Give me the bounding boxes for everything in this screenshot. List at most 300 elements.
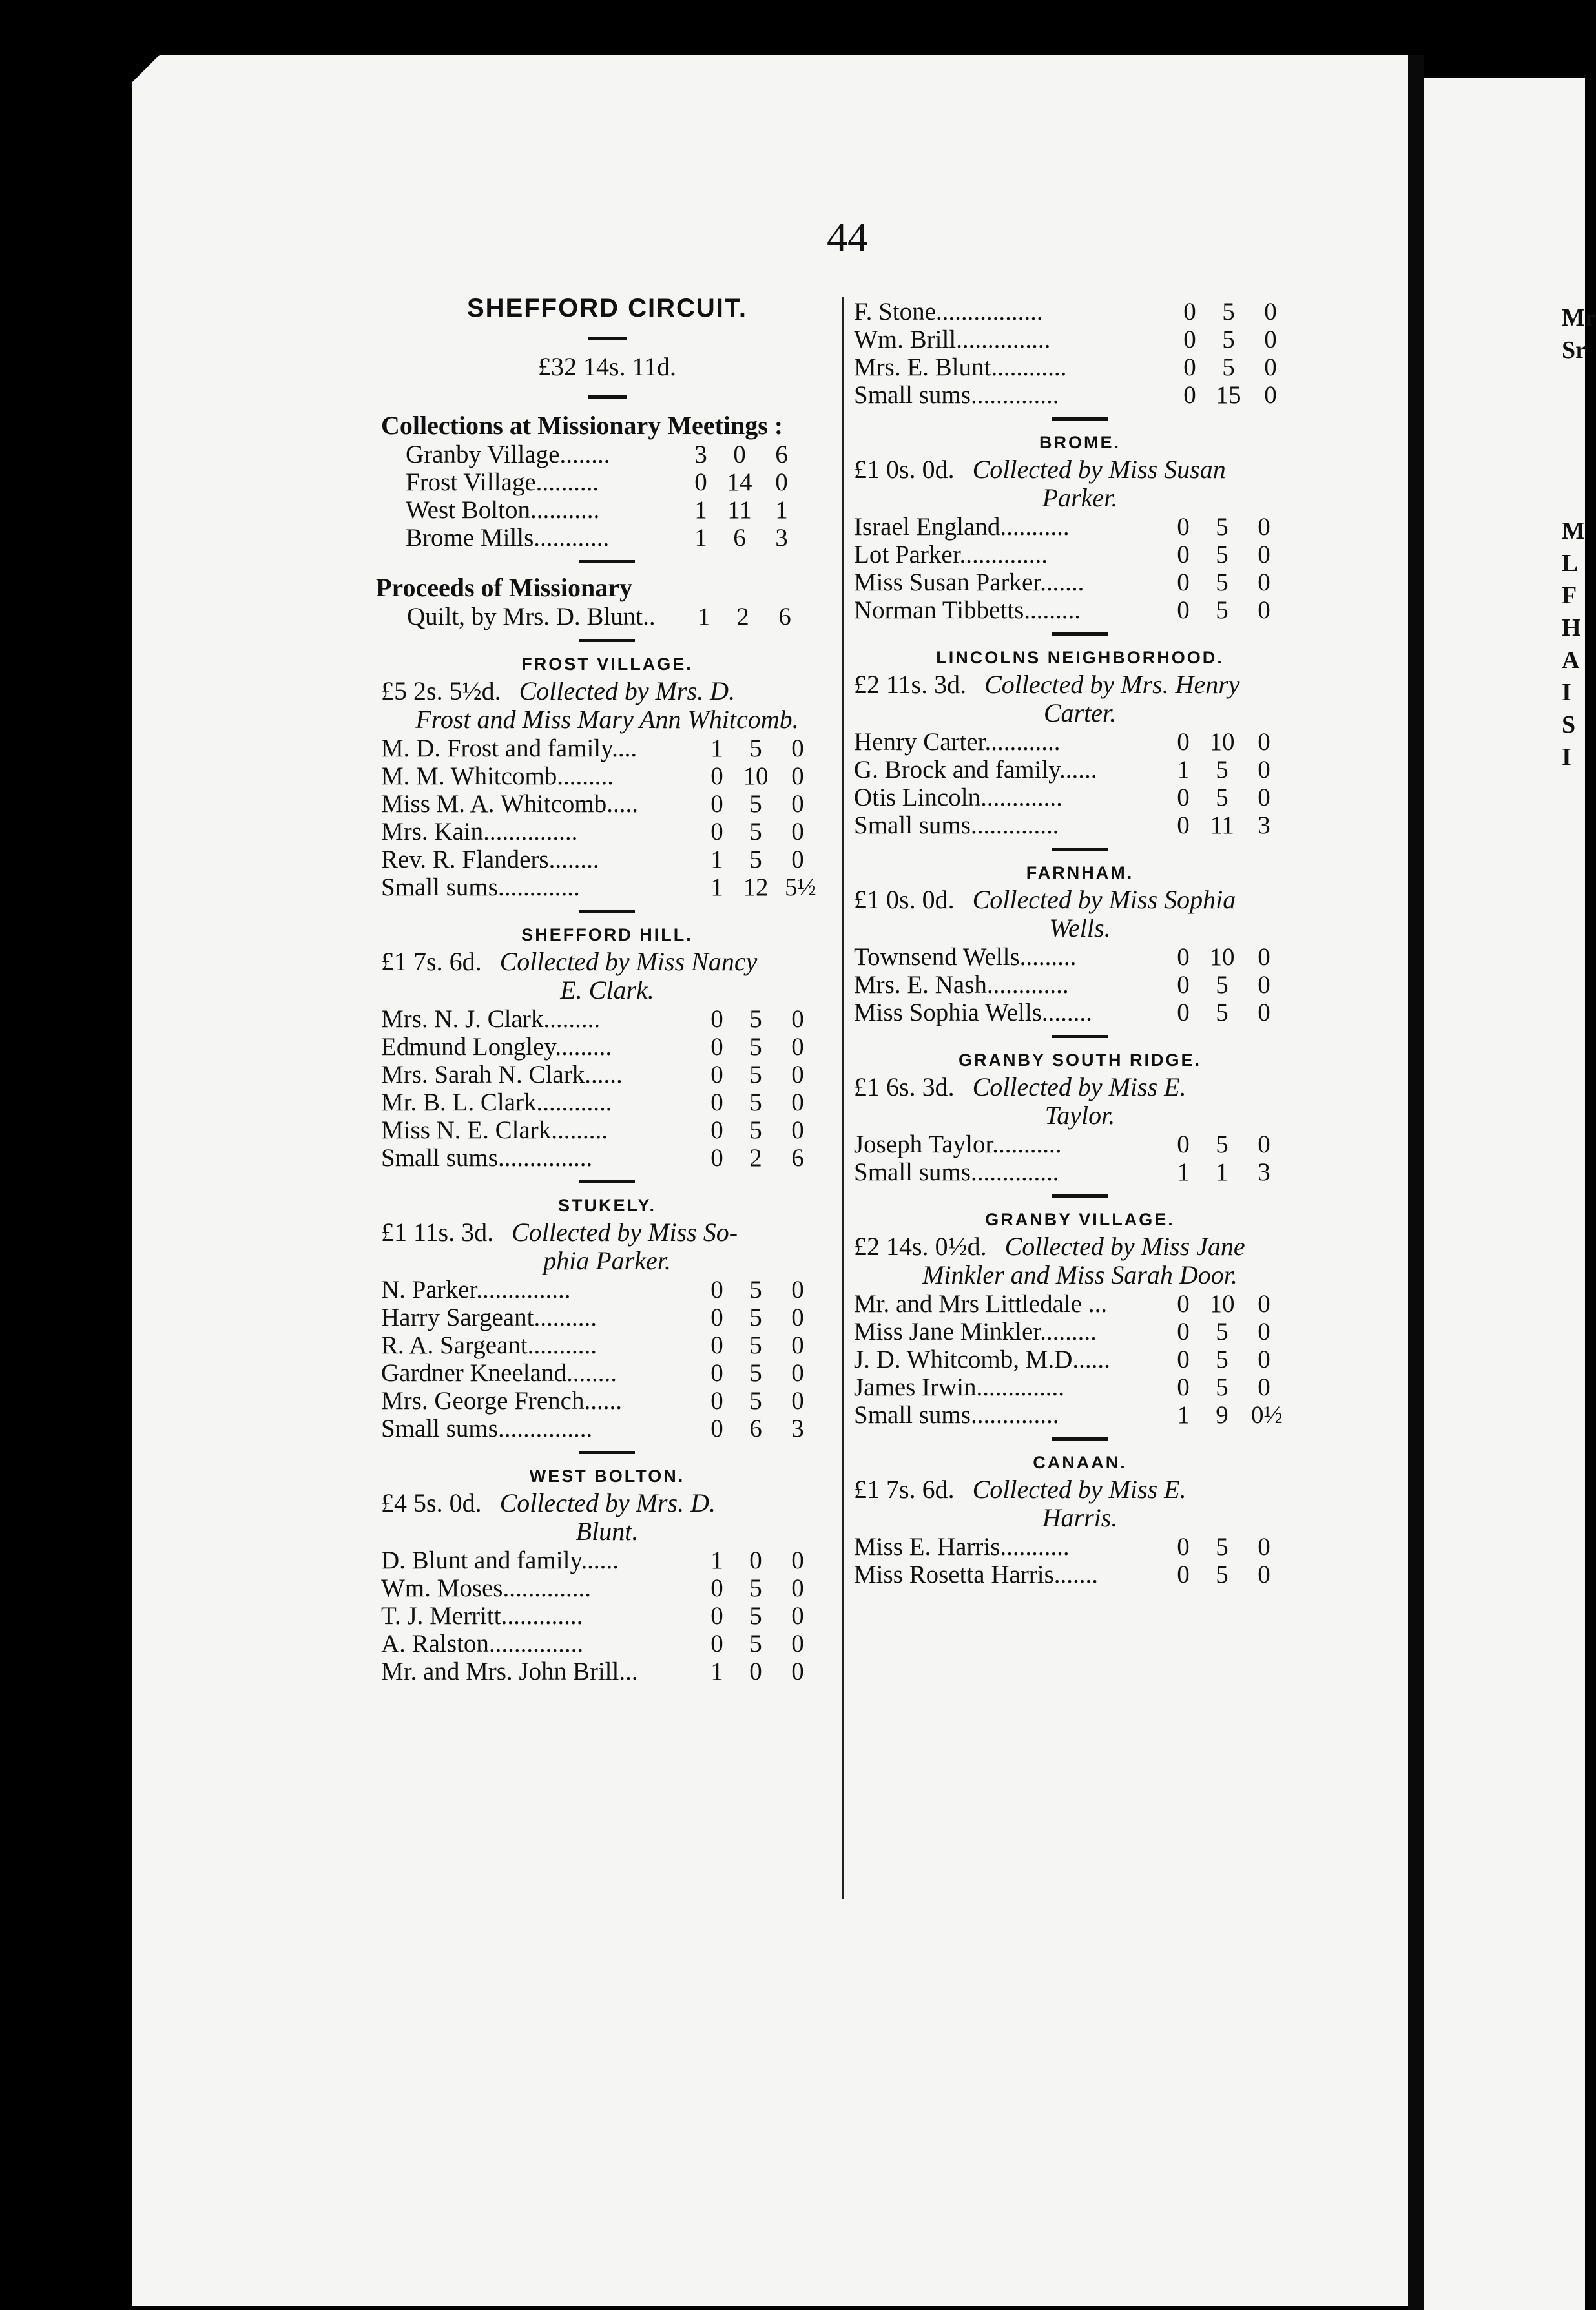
pounds-cell: 0 — [710, 818, 723, 846]
collector-names: Harris. — [1042, 1503, 1118, 1532]
section-rule — [579, 1451, 635, 1454]
pence-cell: 0 — [1258, 1561, 1270, 1588]
collection-line — [854, 671, 1306, 699]
pence-cell: 0 — [1258, 943, 1270, 971]
ledger-row — [854, 727, 1306, 755]
section-amount: £1 0s. 0d. — [854, 885, 955, 914]
shillings-cell: 5 — [1216, 1561, 1228, 1588]
shillings-cell: 5 — [1216, 756, 1228, 784]
section-amount: £1 6s. 3d. — [854, 1072, 955, 1101]
section-title: FARNHAM. — [1026, 863, 1134, 882]
total-dash — [588, 395, 627, 399]
ledger-row — [381, 789, 833, 817]
pounds-cell: 0 — [1183, 353, 1196, 381]
shillings-cell: 5 — [749, 1331, 762, 1359]
shillings-cell: 5 — [1216, 971, 1228, 999]
pounds-cell: 0 — [1183, 326, 1196, 353]
pounds-cell: 0 — [710, 1602, 723, 1630]
ledger-name: Miss M. A. Whitcomb..... — [381, 790, 638, 818]
ledger-row — [381, 1088, 833, 1116]
quilt-row — [381, 602, 833, 630]
pence-cell: 0 — [1258, 1346, 1270, 1373]
ledger-name: Quilt, by Mrs. D. Blunt.. — [407, 603, 656, 630]
ledger-name: Mrs. N. J. Clark......... — [381, 1005, 601, 1033]
shillings-cell: 5 — [749, 1088, 762, 1116]
pounds-cell: 0 — [1177, 596, 1190, 624]
collector-continued — [854, 1261, 1306, 1289]
ledger-name: G. Brock and family...... — [854, 756, 1097, 784]
pounds-cell: 0 — [1177, 1373, 1190, 1401]
collector-names: Carter. — [1043, 698, 1117, 727]
pounds-cell: 0 — [1177, 568, 1190, 596]
shillings-cell: 5 — [749, 1005, 762, 1033]
ledger-name: J. D. Whitcomb, M.D...... — [854, 1346, 1110, 1373]
ledger-row — [854, 970, 1306, 998]
pounds-cell: 0 — [710, 1574, 723, 1602]
ledger-name: Norman Tibbetts......... — [854, 596, 1081, 624]
pounds-cell: 0 — [710, 1061, 723, 1088]
pence-cell: 0 — [1258, 971, 1270, 999]
ledger-name: Mr. B. L. Clark............ — [381, 1088, 612, 1116]
collector-continued — [381, 1247, 833, 1275]
section-amount: £1 7s. 6d. — [854, 1475, 955, 1504]
facing-page-fragment: I — [1562, 679, 1571, 706]
section-amount: £2 11s. 3d. — [854, 670, 967, 699]
pounds-cell: 0 — [1177, 1318, 1190, 1346]
ledger-row — [381, 817, 833, 845]
section-title: LINCOLNS NEIGHBORHOOD. — [936, 648, 1224, 667]
shillings-cell: 0 — [749, 1658, 762, 1685]
ledger-row — [854, 353, 1306, 380]
shillings-cell: 5 — [749, 846, 762, 873]
facing-page-fragment: I — [1562, 744, 1571, 771]
ledger-row — [381, 734, 833, 762]
meetings-list — [381, 440, 833, 551]
ledger-name: Miss Rosetta Harris....... — [854, 1561, 1099, 1588]
ledger-name: Mrs. E. Blunt............ — [854, 353, 1067, 381]
pence-cell: 6 — [778, 603, 791, 630]
pence-cell: 0½ — [1251, 1401, 1283, 1429]
shillings-cell: 10 — [1209, 728, 1235, 756]
facing-page-edge — [1424, 78, 1585, 2310]
shillings-cell: 5 — [749, 818, 762, 846]
section-block — [854, 1047, 1306, 1185]
collection-line — [854, 1475, 1306, 1504]
ledger-row — [854, 297, 1306, 325]
ledger-name: Joseph Taylor........... — [854, 1130, 1062, 1158]
section-block — [381, 651, 833, 900]
shillings-cell: 5 — [749, 1574, 762, 1602]
shillings-cell: 5 — [749, 1116, 762, 1144]
pounds-cell: 1 — [694, 524, 707, 552]
page-number: 44 — [827, 214, 868, 260]
ledger-name: A. Ralston............... — [381, 1630, 584, 1658]
pounds-cell: 3 — [694, 441, 707, 468]
pence-cell: 0 — [1264, 353, 1277, 381]
pounds-cell: 0 — [1183, 298, 1196, 326]
ledger-name: R. A. Sargeant........... — [381, 1331, 597, 1359]
pence-cell: 0 — [1258, 1373, 1270, 1401]
pence-cell: 0 — [1258, 1290, 1270, 1318]
ledger-name: Townsend Wells......... — [854, 943, 1077, 971]
pounds-cell: 1 — [710, 1546, 723, 1574]
collector-names: E. Clark. — [560, 975, 654, 1004]
ledger-name: Miss Sophia Wells........ — [854, 999, 1092, 1026]
ledger-row — [854, 380, 1306, 408]
pence-cell: 3 — [1258, 1158, 1270, 1186]
collector-names: Parker. — [1042, 483, 1118, 512]
pounds-cell: 0 — [710, 1005, 723, 1033]
section-amount: £1 11s. 3d. — [381, 1218, 494, 1247]
ledger-name: Mr. and Mrs Littledale ... — [854, 1290, 1108, 1318]
pence-cell: 3 — [791, 1415, 804, 1442]
pounds-cell: 0 — [1177, 541, 1190, 568]
ledger-row — [854, 512, 1306, 540]
shillings-cell: 5 — [749, 1602, 762, 1630]
pence-cell: 0 — [791, 1546, 804, 1574]
ledger-name: Small sums............. — [381, 873, 580, 901]
pence-cell: 0 — [791, 1088, 804, 1116]
shillings-cell: 5 — [749, 1304, 762, 1331]
pence-cell: 0 — [791, 734, 804, 762]
ledger-name: Rev. R. Flanders........ — [381, 846, 599, 873]
ledger-row — [381, 468, 833, 495]
ledger-name: Gardner Kneeland........ — [381, 1359, 617, 1387]
collector: Collected by Miss So- — [512, 1218, 738, 1247]
collector: Collected by Mrs. Henry — [984, 670, 1240, 699]
section-title: WEST BOLTON. — [529, 1466, 685, 1486]
ledger-row — [381, 1414, 833, 1442]
pounds-cell: 0 — [710, 1116, 723, 1144]
collector: Collected by Miss E. — [972, 1072, 1187, 1101]
ledger-row — [381, 1629, 833, 1657]
right-top-list — [854, 297, 1306, 408]
ledger-row — [381, 1004, 833, 1032]
section-amount: £4 5s. 0d. — [381, 1488, 482, 1517]
section-rule — [579, 910, 635, 913]
ledger-row — [854, 325, 1306, 353]
ledger-name: West Bolton........... — [406, 496, 600, 524]
pounds-cell: 0 — [1177, 784, 1190, 811]
shillings-cell: 5 — [1216, 1533, 1228, 1561]
pence-cell: 0 — [1258, 568, 1270, 596]
pounds-cell: 0 — [710, 1276, 723, 1304]
pounds-cell: 0 — [1177, 1533, 1190, 1561]
section-title: GRANBY SOUTH RIDGE. — [958, 1050, 1202, 1070]
shillings-cell: 5 — [1216, 784, 1228, 811]
facing-page-fragment: A — [1562, 647, 1580, 674]
right-column — [854, 297, 1306, 1588]
left-column — [376, 294, 833, 1685]
section-rule — [579, 639, 635, 642]
collector-continued — [381, 1517, 833, 1546]
shillings-cell: 5 — [749, 1630, 762, 1658]
shillings-cell: 5 — [1216, 596, 1228, 624]
pence-cell: 0 — [1264, 298, 1277, 326]
collection-line — [854, 886, 1306, 914]
circuit-total: £32 14s. 11d. — [537, 352, 677, 381]
ledger-name: Mr. and Mrs. John Brill... — [381, 1658, 638, 1685]
pence-cell: 0 — [1258, 756, 1270, 784]
collection-line — [381, 1489, 833, 1517]
pence-cell: 0 — [791, 1658, 804, 1685]
section-title: FROST VILLAGE. — [521, 654, 693, 674]
section-block — [854, 860, 1306, 1026]
pounds-cell: 0 — [710, 1144, 723, 1172]
ledger-row — [381, 1358, 833, 1386]
ledger-row — [854, 1345, 1306, 1373]
ledger-name: M. M. Whitcomb......... — [381, 762, 614, 790]
shillings-cell: 5 — [1216, 1318, 1228, 1346]
shillings-cell: 5 — [1216, 541, 1228, 568]
ledger-name: N. Parker............... — [381, 1276, 571, 1304]
ledger-name: T. J. Merritt............. — [381, 1602, 583, 1630]
pence-cell: 0 — [791, 1359, 804, 1387]
ledger-row — [381, 1574, 833, 1601]
section-title: SHEFFORD HILL. — [521, 925, 693, 944]
collection-line — [854, 1073, 1306, 1101]
pounds-cell: 0 — [710, 1387, 723, 1415]
pence-cell: 0 — [791, 762, 804, 790]
ledger-name: Wm. Moses.............. — [381, 1574, 591, 1602]
ledger-name: M. D. Frost and family.... — [381, 734, 637, 762]
pounds-cell: 1 — [710, 734, 723, 762]
section-block — [854, 645, 1306, 838]
ledger-row — [854, 1400, 1306, 1428]
pence-cell: 0 — [791, 790, 804, 818]
ledger-name: Henry Carter............ — [854, 728, 1061, 756]
section-amount: £5 2s. 5½d. — [381, 676, 501, 705]
collector-names: Frost and Miss Mary Ann Whitcomb. — [415, 705, 799, 734]
ledger-row — [854, 942, 1306, 970]
ledger-row — [381, 1275, 833, 1303]
shillings-cell: 5 — [1216, 1130, 1228, 1158]
ledger-name: Mrs. Kain............... — [381, 818, 578, 846]
pounds-cell: 0 — [1177, 971, 1190, 999]
collection-line — [381, 677, 833, 705]
column-divider — [842, 297, 844, 1899]
ledger-row — [854, 568, 1306, 596]
ledger-row — [381, 523, 833, 551]
section-block — [381, 1463, 833, 1685]
left-sections — [381, 651, 833, 1685]
ledger-name: F. Stone................. — [854, 298, 1043, 326]
ledger-row — [381, 873, 833, 900]
section-block — [381, 1192, 833, 1442]
section-rule — [1052, 1035, 1108, 1038]
collector-names: Taylor. — [1044, 1101, 1115, 1130]
pounds-cell: 0 — [710, 1033, 723, 1061]
pounds-cell: 1 — [694, 496, 707, 524]
pence-cell: 0 — [791, 1331, 804, 1359]
ledger-name: Otis Lincoln............. — [854, 784, 1062, 811]
pounds-cell: 0 — [710, 1415, 723, 1442]
ledger-row — [854, 811, 1306, 838]
shillings-cell: 6 — [749, 1415, 762, 1442]
pounds-cell: 0 — [710, 1630, 723, 1658]
shillings-cell: 5 — [749, 1276, 762, 1304]
collector: Collected by Mrs. D. — [519, 676, 735, 705]
pence-cell: 0 — [791, 1630, 804, 1658]
pence-cell: 0 — [791, 1276, 804, 1304]
right-sections — [854, 430, 1306, 1588]
ledger-row — [381, 1331, 833, 1358]
ledger-name: Israel England........... — [854, 513, 1070, 541]
pounds-cell: 0 — [694, 468, 707, 496]
pounds-cell: 0 — [1177, 728, 1190, 756]
pounds-cell: 0 — [1177, 1290, 1190, 1318]
shillings-cell: 12 — [743, 873, 769, 901]
ledger-row — [381, 1060, 833, 1088]
quilt-heading: Proceeds of Missionary — [376, 573, 632, 602]
section-rule — [1052, 848, 1108, 851]
shillings-cell: 9 — [1216, 1401, 1228, 1429]
pence-cell: 0 — [1258, 541, 1270, 568]
shillings-cell: 5 — [1222, 298, 1235, 326]
ledger-row — [854, 1130, 1306, 1158]
shillings-cell: 5 — [1216, 999, 1228, 1026]
ledger-name: Miss N. E. Clark......... — [381, 1116, 608, 1144]
facing-page-fragment: S — [1562, 711, 1576, 738]
circuit-title: SHEFFORD CIRCUIT. — [467, 294, 747, 322]
shillings-cell: 2 — [736, 603, 749, 630]
ledger-row — [854, 540, 1306, 568]
section-rule — [1052, 632, 1108, 636]
pounds-cell: 1 — [1177, 756, 1190, 784]
facing-page-fragment: L — [1562, 550, 1579, 577]
pounds-cell: 0 — [1177, 513, 1190, 541]
shillings-cell: 5 — [1216, 1373, 1228, 1401]
section-rule — [579, 560, 635, 563]
pence-cell: 0 — [1258, 596, 1270, 624]
pence-cell: 0 — [791, 1574, 804, 1602]
ledger-row — [381, 762, 833, 789]
facing-page-fragment: F — [1562, 582, 1577, 609]
ledger-name: Mrs. E. Nash............. — [854, 971, 1069, 999]
ledger-name: Harry Sargeant.......... — [381, 1304, 597, 1331]
pounds-cell: 0 — [710, 790, 723, 818]
shillings-cell: 5 — [749, 734, 762, 762]
shillings-cell: 5 — [749, 1061, 762, 1088]
ledger-name: Miss Susan Parker....... — [854, 568, 1084, 596]
section-title: GRANBY VILLAGE. — [985, 1210, 1175, 1229]
pounds-cell: 0 — [710, 762, 723, 790]
collector-names: phia Parker. — [543, 1246, 671, 1275]
pounds-cell: 0 — [1177, 1346, 1190, 1373]
shillings-cell: 11 — [727, 496, 752, 524]
pence-cell: 0 — [791, 1387, 804, 1415]
pence-cell: 0 — [791, 818, 804, 846]
collector-names: Wells. — [1049, 913, 1111, 942]
ledger-row — [854, 998, 1306, 1026]
collector-continued — [854, 914, 1306, 942]
section-block — [854, 430, 1306, 623]
pounds-cell: 0 — [1177, 999, 1190, 1026]
title-dash — [588, 337, 627, 340]
shillings-cell: 0 — [749, 1546, 762, 1574]
collector-names: Blunt. — [575, 1517, 639, 1546]
section-title: BROME. — [1039, 433, 1121, 452]
shillings-cell: 5 — [1222, 353, 1235, 381]
collector-continued — [854, 1101, 1306, 1130]
pounds-cell: 1 — [710, 846, 723, 873]
pounds-cell: 1 — [1177, 1401, 1190, 1429]
ledger-row — [854, 783, 1306, 811]
pence-cell: 0 — [791, 1005, 804, 1033]
ledger-row — [854, 1317, 1306, 1345]
shillings-cell: 5 — [1216, 1346, 1228, 1373]
pence-cell: 5½ — [785, 873, 816, 901]
section-block — [381, 922, 833, 1171]
collector-continued — [854, 484, 1306, 512]
shillings-cell: 5 — [749, 1387, 762, 1415]
section-title: STUKELY. — [557, 1196, 657, 1215]
pounds-cell: 0 — [710, 1359, 723, 1387]
ledger-name: D. Blunt and family...... — [381, 1546, 619, 1574]
ledger-name: Mrs. George French...... — [381, 1387, 622, 1415]
pounds-cell: 0 — [1177, 1130, 1190, 1158]
shillings-cell: 2 — [749, 1144, 762, 1172]
collector-continued — [381, 705, 833, 734]
pounds-cell: 0 — [1183, 381, 1196, 409]
collection-line — [854, 455, 1306, 484]
shillings-cell: 14 — [727, 468, 752, 496]
pence-cell: 0 — [1258, 1318, 1270, 1346]
pence-cell: 0 — [791, 1304, 804, 1331]
section-rule — [1052, 1194, 1108, 1198]
pounds-cell: 1 — [698, 603, 710, 630]
section-rule — [1052, 417, 1108, 421]
ledger-row — [854, 755, 1306, 783]
pounds-cell: 0 — [1177, 811, 1190, 839]
facing-page-fragment: H — [1562, 614, 1581, 641]
ledger-name: Small sums............... — [381, 1415, 593, 1442]
ledger-name: Frost Village.......... — [406, 468, 599, 496]
ledger-name: Small sums.............. — [854, 1158, 1059, 1186]
ledger-row — [854, 1560, 1306, 1588]
shillings-cell: 10 — [743, 762, 769, 790]
pence-cell: 6 — [791, 1144, 804, 1172]
ledger-name: Wm. Brill............... — [854, 326, 1051, 353]
section-block — [854, 1207, 1306, 1428]
facing-page-fragment: M — [1562, 517, 1585, 545]
pence-cell: 6 — [775, 441, 788, 468]
shillings-cell: 1 — [1216, 1158, 1228, 1186]
pounds-cell: 0 — [1177, 1561, 1190, 1588]
pence-cell: 0 — [1258, 999, 1270, 1026]
facing-page-fragment: Mr — [1562, 304, 1596, 331]
collection-line — [381, 948, 833, 976]
pence-cell: 0 — [1258, 728, 1270, 756]
ledger-name: Small sums.............. — [854, 1401, 1059, 1429]
ledger-row — [854, 1289, 1306, 1317]
ledger-row — [381, 1601, 833, 1629]
pence-cell: 0 — [1264, 381, 1277, 409]
pence-cell: 0 — [791, 1116, 804, 1144]
shillings-cell: 15 — [1216, 381, 1241, 409]
section-amount: £1 7s. 6d. — [381, 947, 482, 976]
page-corner-fold — [132, 55, 160, 82]
shillings-cell: 5 — [1216, 568, 1228, 596]
pence-cell: 1 — [775, 496, 788, 524]
shillings-cell: 10 — [1209, 943, 1235, 971]
collector: Collected by Miss E. — [972, 1475, 1187, 1504]
ledger-row — [854, 596, 1306, 623]
ledger-row — [381, 1143, 833, 1171]
ledger-name: Small sums.............. — [854, 811, 1059, 839]
ledger-row — [854, 1532, 1306, 1560]
ledger-row — [854, 1158, 1306, 1185]
